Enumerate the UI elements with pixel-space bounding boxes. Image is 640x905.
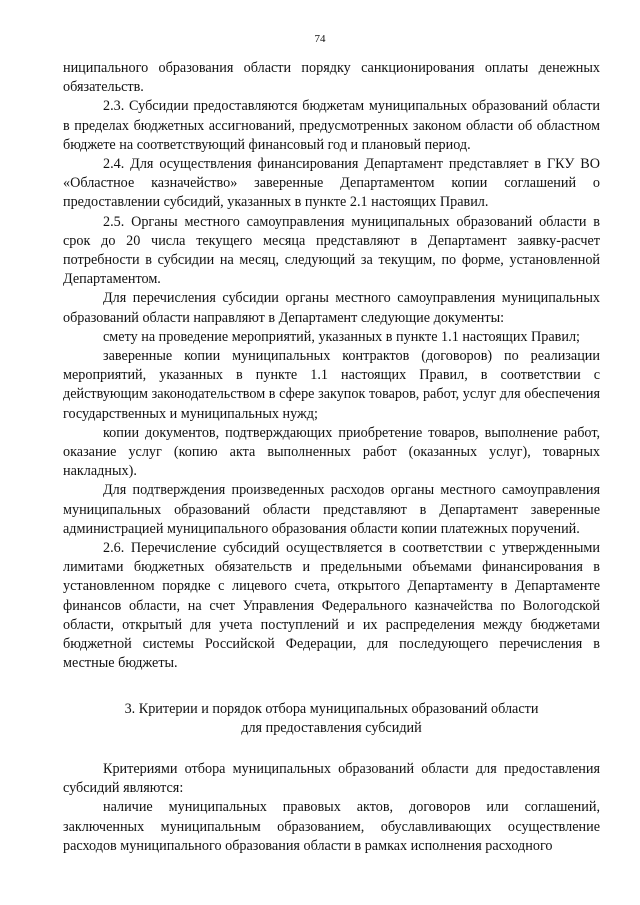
section-heading — [63, 700, 600, 738]
paragraph-payment-orders: Для подтверждения произведенных расходов органы местного самоуправления муниципальных образований области представляют в Департамент заверенные администрацией муниципального образования области копии платежных поручений. — [63, 482, 600, 537]
paragraph-estimate: смету на проведение мероприятий, указанных в пункте 1.1 настоящих Правил; — [103, 328, 580, 345]
section-heading-line2: для предоставления субсидий — [241, 719, 422, 736]
document-body — [63, 59, 600, 856]
page-number: 74 — [314, 33, 326, 45]
paragraph-contracts: заверенные копии муниципальных контрактов (договоров) по реализации мероприятий, указанных в пункте 1.1 настоящих Правил, в соответствии с действующим законодательством в сфере закупок товаров, работ, услуг для обеспечения государственных и муниципальных нужд; — [63, 348, 600, 422]
paragraph-2-6: 2.6. Перечисление субсидий осуществляется в соответствии с утвержденными лимитами бюджетных обязательств и предельными объемами финансирования в установленном порядке с лицевого счета, открытого Департаменту в Департаменте финансов области, на счет Управления Федерального казначейства по Вологодской области, открытый для учета поступлений и их распределения между бюджетами бюджетной системы Российской Федерации, для последующего перечисления в местные бюджеты. — [63, 540, 600, 672]
paragraph-2-5: 2.5. Органы местного самоуправления муниципальных образований области в срок до 20 числа текущего месяца представляют в Департамент заявку-расчет потребности в субсидии на месяц, следующий за текущим, по форме, установленной Департаментом. — [63, 213, 600, 288]
paragraph-documents-intro: Для перечисления субсидии органы местного самоуправления муниципальных образований области направляют в Департамент следующие документы: — [63, 290, 600, 326]
paragraph-2-4: 2.4. Для осуществления финансирования Департамент представляет в ГКУ ВО «Областное казначейство» заверенные Департаментом копии соглашений о предоставлении субсидий, указанных в пункте 2.1 настоящих Правил. — [63, 156, 600, 211]
paragraph-criteria-1: наличие муниципальных правовых актов, договоров или соглашений, заключенных муниципальным образованием, обуславливающих осуществление расходов муниципального образования области в рамках исполнения расходного — [63, 799, 600, 854]
section-heading-line1: 3. Критерии и порядок отбора муниципальных образований области — [124, 700, 539, 717]
paragraph-2-3: 2.3. Субсидии предоставляются бюджетам муниципальных образований области в пределах бюджетных ассигнований, предусмотренных законом области об областном бюджете на соответствующий финансовый год и плановый период. — [63, 98, 600, 153]
paragraph-criteria-intro: Критериями отбора муниципальных образований области для предоставления субсидий являются: — [63, 760, 600, 797]
paragraph-supporting-docs: копии документов, подтверждающих приобретение товаров, выполнение работ, оказание услуг (копию акта выполненных работ (оказанных услуг), товарных накладных). — [63, 424, 600, 480]
paragraph-continuation: ниципального образования области порядку санкционирования оплаты денежных обязательств. — [63, 60, 600, 96]
